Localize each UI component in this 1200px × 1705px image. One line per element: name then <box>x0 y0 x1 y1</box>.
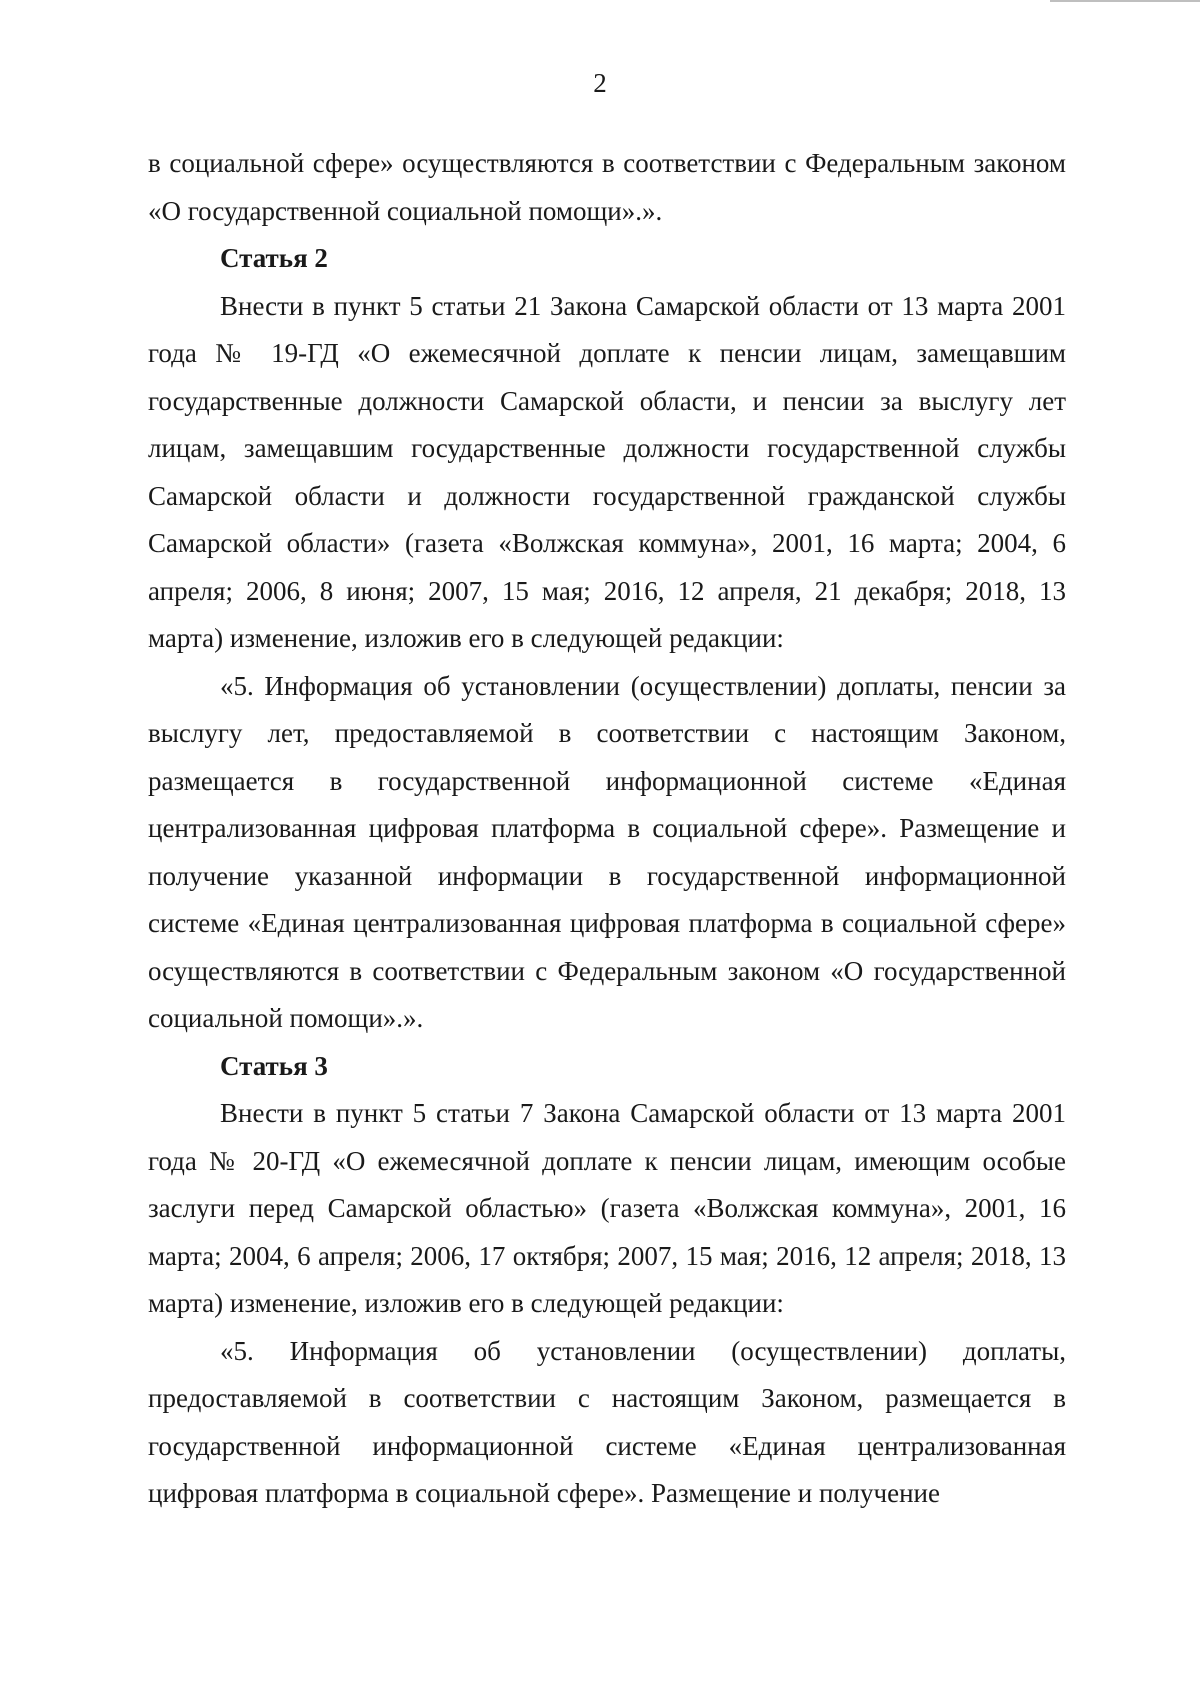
article-3-paragraph: Внести в пункт 5 статьи 7 Закона Самарской области от 13 марта 2001 года № 20-ГД «О ежемесячной доплате к пенсии лицам, имеющим особые заслуги перед Самарской областью» (газета «Волжская коммуна», 2001, 16 марта; 2004, 6 апреля; 2006, 17 октября; 2007, 15 мая; 2016, 12 апреля; 2018, 13 марта) изменение, изложив его в следующей редакции: <box>148 1098 1066 1318</box>
article-3-quote: «5. Информация об установлении (осуществлении) доплаты, предоставляемой в соответствии с настоящим Законом, размещается в государственной информационной системе «Единая централизованная цифровая платформа в социальной сфере». Размещение и получение <box>148 1335 1066 1508</box>
scan-edge-line <box>1050 0 1200 2</box>
article-2-paragraph: Внести в пункт 5 статьи 21 Закона Самарской области от 13 марта 2001 года № 19-ГД «О ежемесячной доплате к пенсии лицам, замещавшим государственные должности Самарской области, и пенсии за выслугу лет лицам, замещавшим государственные должности государственной службы Самарской области и должности государственной гражданской службы Самарской области» (газета «Волжская коммуна», 2001, 16 марта; 2004, 6 апреля; 2006, 8 июня; 2007, 15 мая; 2016, 12 апреля, 21 декабря; 2018, 13 марта) изменение, изложив его в следующей редакции: <box>148 290 1066 653</box>
article-2-quote: «5. Информация об установлении (осуществлении) доплаты, пенсии за выслугу лет, предоставляемой в соответствии с настоящим Законом, размещается в государственной информационной системе «Единая централизованная цифровая платформа в социальной сфере». Размещение и получение указанной информации в государственной информационной системе «Единая централизованная цифровая платформа в социальной сфере» осуществляются в соответствии с Федеральным законом «О государственной социальной помощи».». <box>148 670 1066 1033</box>
page-number: 2 <box>593 68 607 98</box>
intro-paragraph: в социальной сфере» осуществляются в соответствии с Федеральным законом «О государственной социальной помощи».». <box>148 148 1066 226</box>
document-body <box>148 140 1066 1518</box>
article-3-heading: Статья 3 <box>220 1050 328 1081</box>
article-2-heading: Статья 2 <box>220 243 328 273</box>
